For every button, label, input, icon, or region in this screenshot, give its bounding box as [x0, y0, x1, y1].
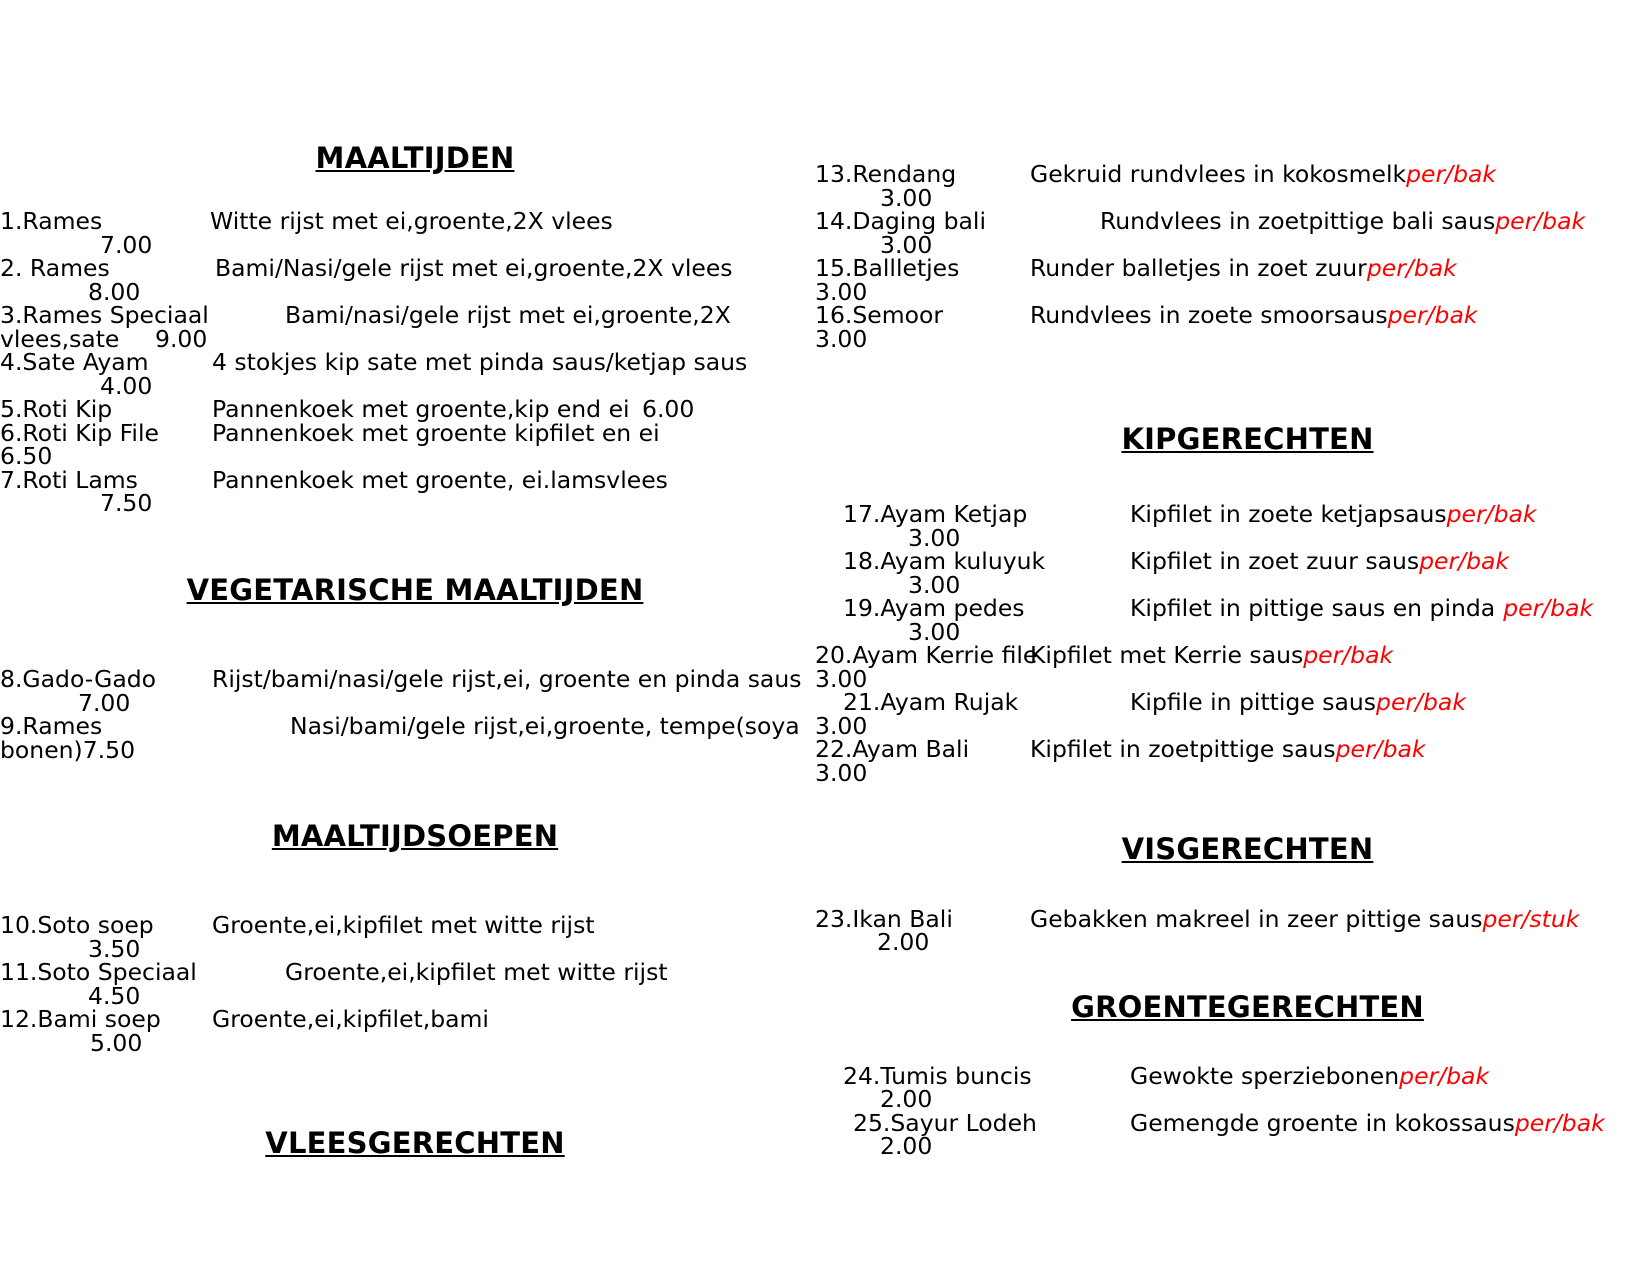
item-name: 1.Rames [0, 207, 103, 236]
right-column [815, 0, 1650, 1159]
item-name: 4.Sate Ayam [0, 348, 149, 377]
item-description: Kipfilet in zoete ketjapsaus [1130, 500, 1447, 529]
item-description: Rijst/bami/nasi/gele rijst,ei, groente en pinda saus [212, 665, 802, 693]
menu-item [0, 418, 800, 447]
item-name: 13.Rendang [815, 160, 957, 188]
menu-item [815, 301, 1650, 329]
item-description: Runder balletjes in zoet zuur [1030, 254, 1367, 282]
section-items-groentegerechten [815, 1061, 1650, 1161]
item-name: 2. Rames [0, 254, 110, 283]
item-unit: per/bak [1335, 735, 1426, 764]
item-price: 3.00 [908, 570, 961, 599]
menu-item [815, 735, 1650, 764]
item-name: 12.Bami soep [0, 1005, 161, 1034]
menu-item [0, 207, 800, 236]
item-description: Bami/Nasi/gele rijst met ei,groente,2X vlees [215, 254, 733, 283]
menu-item [0, 712, 800, 740]
section-title-visgerechten: VISGERECHTEN [1121, 832, 1374, 867]
item-description: Rundvlees in zoetpittige bali saus [1100, 207, 1496, 235]
item-name: 5.Roti Kip [0, 395, 113, 424]
item-unit: per/stuk [1482, 904, 1580, 933]
item-price: 3.00 [815, 711, 868, 740]
section-title-vegetarische-maaltijden: VEGETARISCHE MAALTIJDEN [186, 572, 644, 607]
menu-item [0, 348, 800, 377]
item-unit: per/bak [1406, 160, 1496, 188]
item-price: 4.50 [88, 981, 141, 1010]
item-price: 7.00 [100, 230, 153, 259]
item-description: Kipfilet in pittige saus en pinda [1130, 594, 1496, 623]
item-name: 18.Ayam kuluyuk [843, 547, 1046, 576]
menu-item [0, 254, 800, 283]
item-price: 3.00 [908, 523, 961, 552]
item-name: 21.Ayam Rujak [843, 688, 1019, 717]
item-price: 2.00 [880, 1085, 933, 1114]
item-price: 6.00 [642, 395, 695, 424]
section-items-kipgerechten [815, 500, 1650, 787]
item-name: 14.Daging bali [815, 207, 986, 235]
item-price: 3.00 [815, 758, 868, 787]
menu-item [815, 641, 1650, 670]
item-price: 2.00 [880, 1132, 933, 1161]
item-name: 25.Sayur Lodeh [853, 1108, 1037, 1137]
menu-item [0, 465, 800, 494]
menu-item [815, 904, 1650, 933]
item-description: Nasi/bami/gele rijst,ei,groente, tempe(soya [290, 712, 800, 740]
item-price: 3.00 [880, 183, 933, 212]
item-unit: per/bak [1495, 207, 1586, 235]
item-price: 6.50 [0, 442, 53, 471]
section-title-maaltijdsoepen: MAALTIJDSOEPEN [271, 819, 559, 853]
menu-item [0, 958, 800, 987]
item-description: Groente,ei,kipfilet,bami [212, 1005, 489, 1034]
item-name: 7.Roti Lams [0, 465, 138, 494]
item-unit: per/bak [1376, 688, 1466, 717]
item-price: 4.00 [100, 371, 153, 400]
item-unit: per/bak [1303, 641, 1394, 670]
menu-item [815, 160, 1650, 188]
item-unit: per/bak [1503, 594, 1594, 623]
item-unit: per/bak [1387, 301, 1478, 329]
item-price: 9.00 [155, 324, 208, 353]
section-title-groentegerechten: GROENTEGERECHTEN [1071, 989, 1424, 1024]
section-items-visgerechten [815, 904, 1650, 956]
section-items-maaltijdsoepen [0, 911, 800, 1057]
menu-item [815, 1108, 1650, 1137]
item-name: 17.Ayam Ketjap [843, 500, 1028, 529]
menu-item [815, 547, 1650, 576]
item-name: 15.Ballletjes [815, 254, 960, 282]
item-description: Gewokte sperziebonen [1130, 1061, 1400, 1090]
section-items-vegetarische-maaltijden [0, 665, 802, 764]
item-price: 5.00 [90, 1028, 143, 1057]
item-description: Kipfilet in zoetpittige saus [1030, 735, 1336, 764]
item-unit: per/bak [1446, 500, 1537, 529]
section-title-maaltijden: MAALTIJDEN [315, 141, 515, 175]
item-name: 20.Ayam Kerrie file [815, 641, 1038, 670]
item-description: Gekruid rundvlees in kokosmelk [1030, 160, 1407, 188]
item-description: Gebakken makreel in zeer pittige saus [1030, 904, 1483, 933]
menu-item [815, 500, 1650, 529]
item-name: 24.Tumis buncis [843, 1061, 1032, 1090]
menu-item [815, 594, 1650, 623]
item-description: Gemengde groente in kokossaus [1130, 1108, 1515, 1137]
item-description: Bami/nasi/gele rijst met ei,groente,2X [285, 301, 731, 330]
item-description: Pannenkoek met groente, ei.lamsvlees [212, 465, 668, 494]
item-description: Rundvlees in zoete smoorsaus [1030, 301, 1388, 329]
menu-item [0, 665, 802, 693]
item-price: 8.00 [88, 277, 141, 306]
item-name: 9.Rames [0, 712, 103, 740]
item-price: 3.00 [880, 230, 933, 259]
menu-item [0, 301, 800, 330]
item-price: 3.00 [908, 617, 961, 646]
item-name: 16.Semoor [815, 301, 944, 329]
item-description: Kipfilet in zoet zuur saus [1130, 547, 1420, 576]
item-name-continuation: vlees,sate [0, 324, 120, 353]
menu-item [0, 1005, 800, 1034]
item-unit: per/bak [1399, 1061, 1490, 1090]
menu-item [815, 207, 1650, 235]
item-wrap-line [0, 735, 800, 764]
left-column [0, 0, 800, 1162]
item-name: 22.Ayam Bali [815, 735, 970, 764]
item-price: 7.50 [82, 735, 136, 764]
item-name: 8.Gado-Gado [0, 665, 157, 693]
item-price: 7.50 [100, 489, 153, 518]
item-name: 23.Ikan Bali [815, 904, 953, 933]
section-items-vleesgerechten [815, 160, 1650, 353]
item-name: 3.Rames Speciaal [0, 301, 209, 330]
item-description: Pannenkoek met groente kipfilet en ei [212, 418, 660, 447]
item-description: Groente,ei,kipfilet met witte rijst [285, 958, 668, 987]
item-name: 11.Soto Speciaal [0, 958, 197, 987]
section-items-maaltijden [0, 207, 800, 518]
item-description: Pannenkoek met groente,kip end ei [212, 395, 630, 424]
section-title-vleesgerechten: VLEESGERECHTEN [265, 1126, 565, 1161]
item-unit: per/bak [1419, 547, 1510, 576]
item-price: 3.00 [815, 277, 868, 306]
item-price: 2.00 [877, 928, 930, 956]
item-description: Kipfilet met Kerrie saus [1030, 641, 1304, 670]
menu-item [815, 688, 1650, 717]
item-description: Kipfile in pittige saus [1130, 688, 1377, 717]
item-description: Groente,ei,kipfilet met witte rijst [212, 911, 595, 940]
item-name: 19.Ayam pedes [843, 594, 1025, 623]
section-title-kipgerechten: KIPGERECHTEN [1121, 422, 1374, 456]
item-price: 3.00 [815, 664, 868, 693]
item-price: 7.00 [78, 688, 131, 717]
item-name: 10.Soto soep [0, 911, 154, 940]
item-price: 3.50 [88, 934, 141, 963]
item-description: 4 stokjes kip sate met pinda saus/ketjap saus [212, 348, 748, 377]
item-unit: per/bak [1366, 254, 1457, 282]
item-price: 3.00 [815, 324, 868, 353]
item-name: 6.Roti Kip File [0, 418, 159, 447]
item-description: Witte rijst met ei,groente,2X vlees [210, 207, 613, 236]
item-name-continuation: bonen) [0, 735, 83, 764]
item-unit: per/bak [1514, 1108, 1605, 1137]
menu-item [0, 911, 800, 940]
menu-item [815, 1061, 1650, 1090]
menu-item [815, 254, 1650, 282]
